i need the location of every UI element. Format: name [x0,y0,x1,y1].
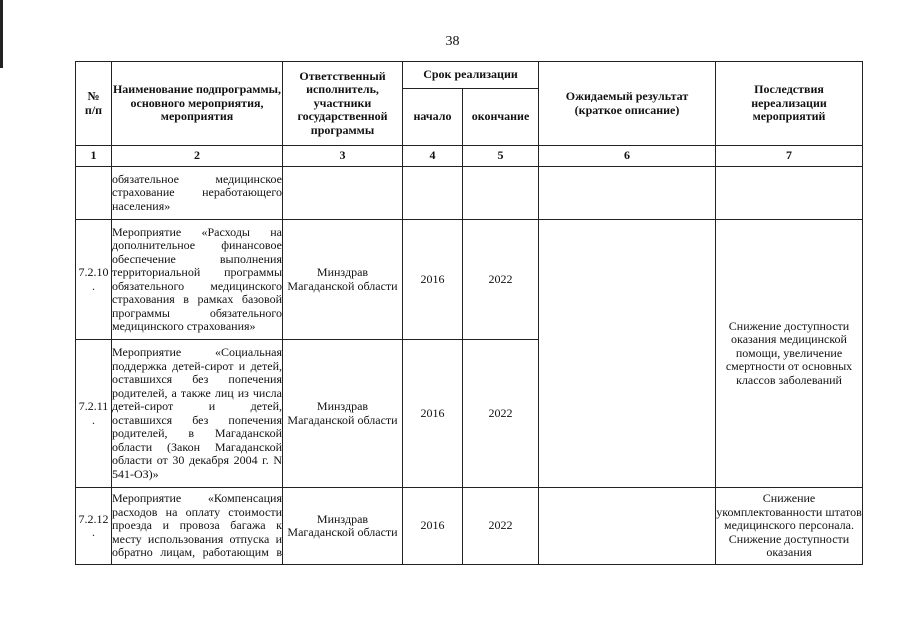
name-line: Мероприятие «Социальная [112,345,282,359]
column-number: 6 [539,146,716,167]
header-result: Ожидаемый результат (краткое описание) [539,62,716,146]
row-executor [283,167,403,220]
row-start [403,167,463,220]
row-start: 2016 [403,488,463,565]
row-number: 7.2.10 . [76,220,112,340]
table-row [76,220,863,340]
column-number: 1 [76,146,112,167]
header-consequences: Последствия нереализации мероприятий [716,62,863,146]
table-row [76,488,863,565]
page-number: 38 [445,34,460,49]
row-executor: Минздрав Магаданской области [283,340,403,488]
column-number-row [76,146,863,167]
measures-table [75,61,863,565]
row-number [76,167,112,220]
name-line: населения» [112,198,171,213]
row-end: 2022 [463,220,539,340]
name-line: дополнительное финансовое [112,238,282,252]
name-line: обязательного медицинского [112,278,282,293]
column-number: 4 [403,146,463,167]
name-line: медицинского страхования» [112,319,256,333]
name-line: 541-ОЗ)» [112,466,159,481]
row-consequences: Снижение доступности оказания медицинской помощи, увеличение смертности от основных классов заболеваний [716,220,863,488]
name-line: оставшихся без попечения [112,412,282,427]
row-name [112,340,283,488]
name-line: области от 30 декабря 2004 г. N [112,453,282,467]
row-number: 7.2.12 . [76,488,112,565]
row-consequences [716,167,863,220]
row-executor: Минздрав Магаданской области [283,220,403,340]
name-line: поддержка детей-сирот и детей, [112,358,282,373]
row-end: 2022 [463,488,539,565]
column-number: 7 [716,146,863,167]
name-line: расходов на оплату стоимости [112,504,282,519]
row-name [112,167,283,220]
name-line: Мероприятие «Компенсация [112,491,282,506]
row-start: 2016 [403,340,463,488]
header-num: № п/п [76,62,112,146]
row-result [539,167,716,220]
name-line: программы обязательного [112,305,282,320]
name-line: родителей, а также лиц из числа [112,385,282,400]
header-start: начало [403,89,463,146]
row-end: 2022 [463,340,539,488]
name-line: детей-сирот и детей, [112,399,282,413]
row-result [539,220,716,488]
name-line: области (Закон Магаданской [112,439,282,454]
header-executor: Ответственный исполнитель, участники государственной программы [283,62,403,146]
column-number: 2 [112,146,283,167]
name-line: страхования в рамках базовой [112,292,282,306]
header-end: окончание [463,89,539,146]
row-end [463,167,539,220]
row-consequences: Снижение укомплектованности штатов медицинского персонала. Снижение доступности оказания [716,488,863,565]
header-name: Наименование подпрограммы, основного мероприятия, мероприятия [112,62,283,146]
name-line: оставшихся без попечения [112,372,282,386]
header-period: Срок реализации [403,62,539,89]
column-number: 5 [463,146,539,167]
header-row-1 [76,62,863,89]
row-name [112,220,283,340]
name-line: месту использования отпуска и [112,531,282,546]
name-line: страхование неработающего [112,185,282,200]
row-name [112,488,283,565]
row-start: 2016 [403,220,463,340]
name-line: территориальной программы [112,265,282,279]
table-row [76,167,863,220]
name-line: обязательное медицинское [112,171,282,186]
row-result [539,488,716,565]
name-line: проезда и провоза багажа к [112,518,282,533]
name-line: обеспечение выполнения [112,251,282,266]
row-number: 7.2.11 . [76,340,112,488]
row-executor: Минздрав Магаданской области [283,488,403,565]
name-line: обратно лицам, работающим в [112,545,282,560]
scan-edge [0,0,3,68]
name-line: родителей, в Магаданской [112,426,282,440]
column-number: 3 [283,146,403,167]
name-line: Мероприятие «Расходы на [112,224,282,239]
